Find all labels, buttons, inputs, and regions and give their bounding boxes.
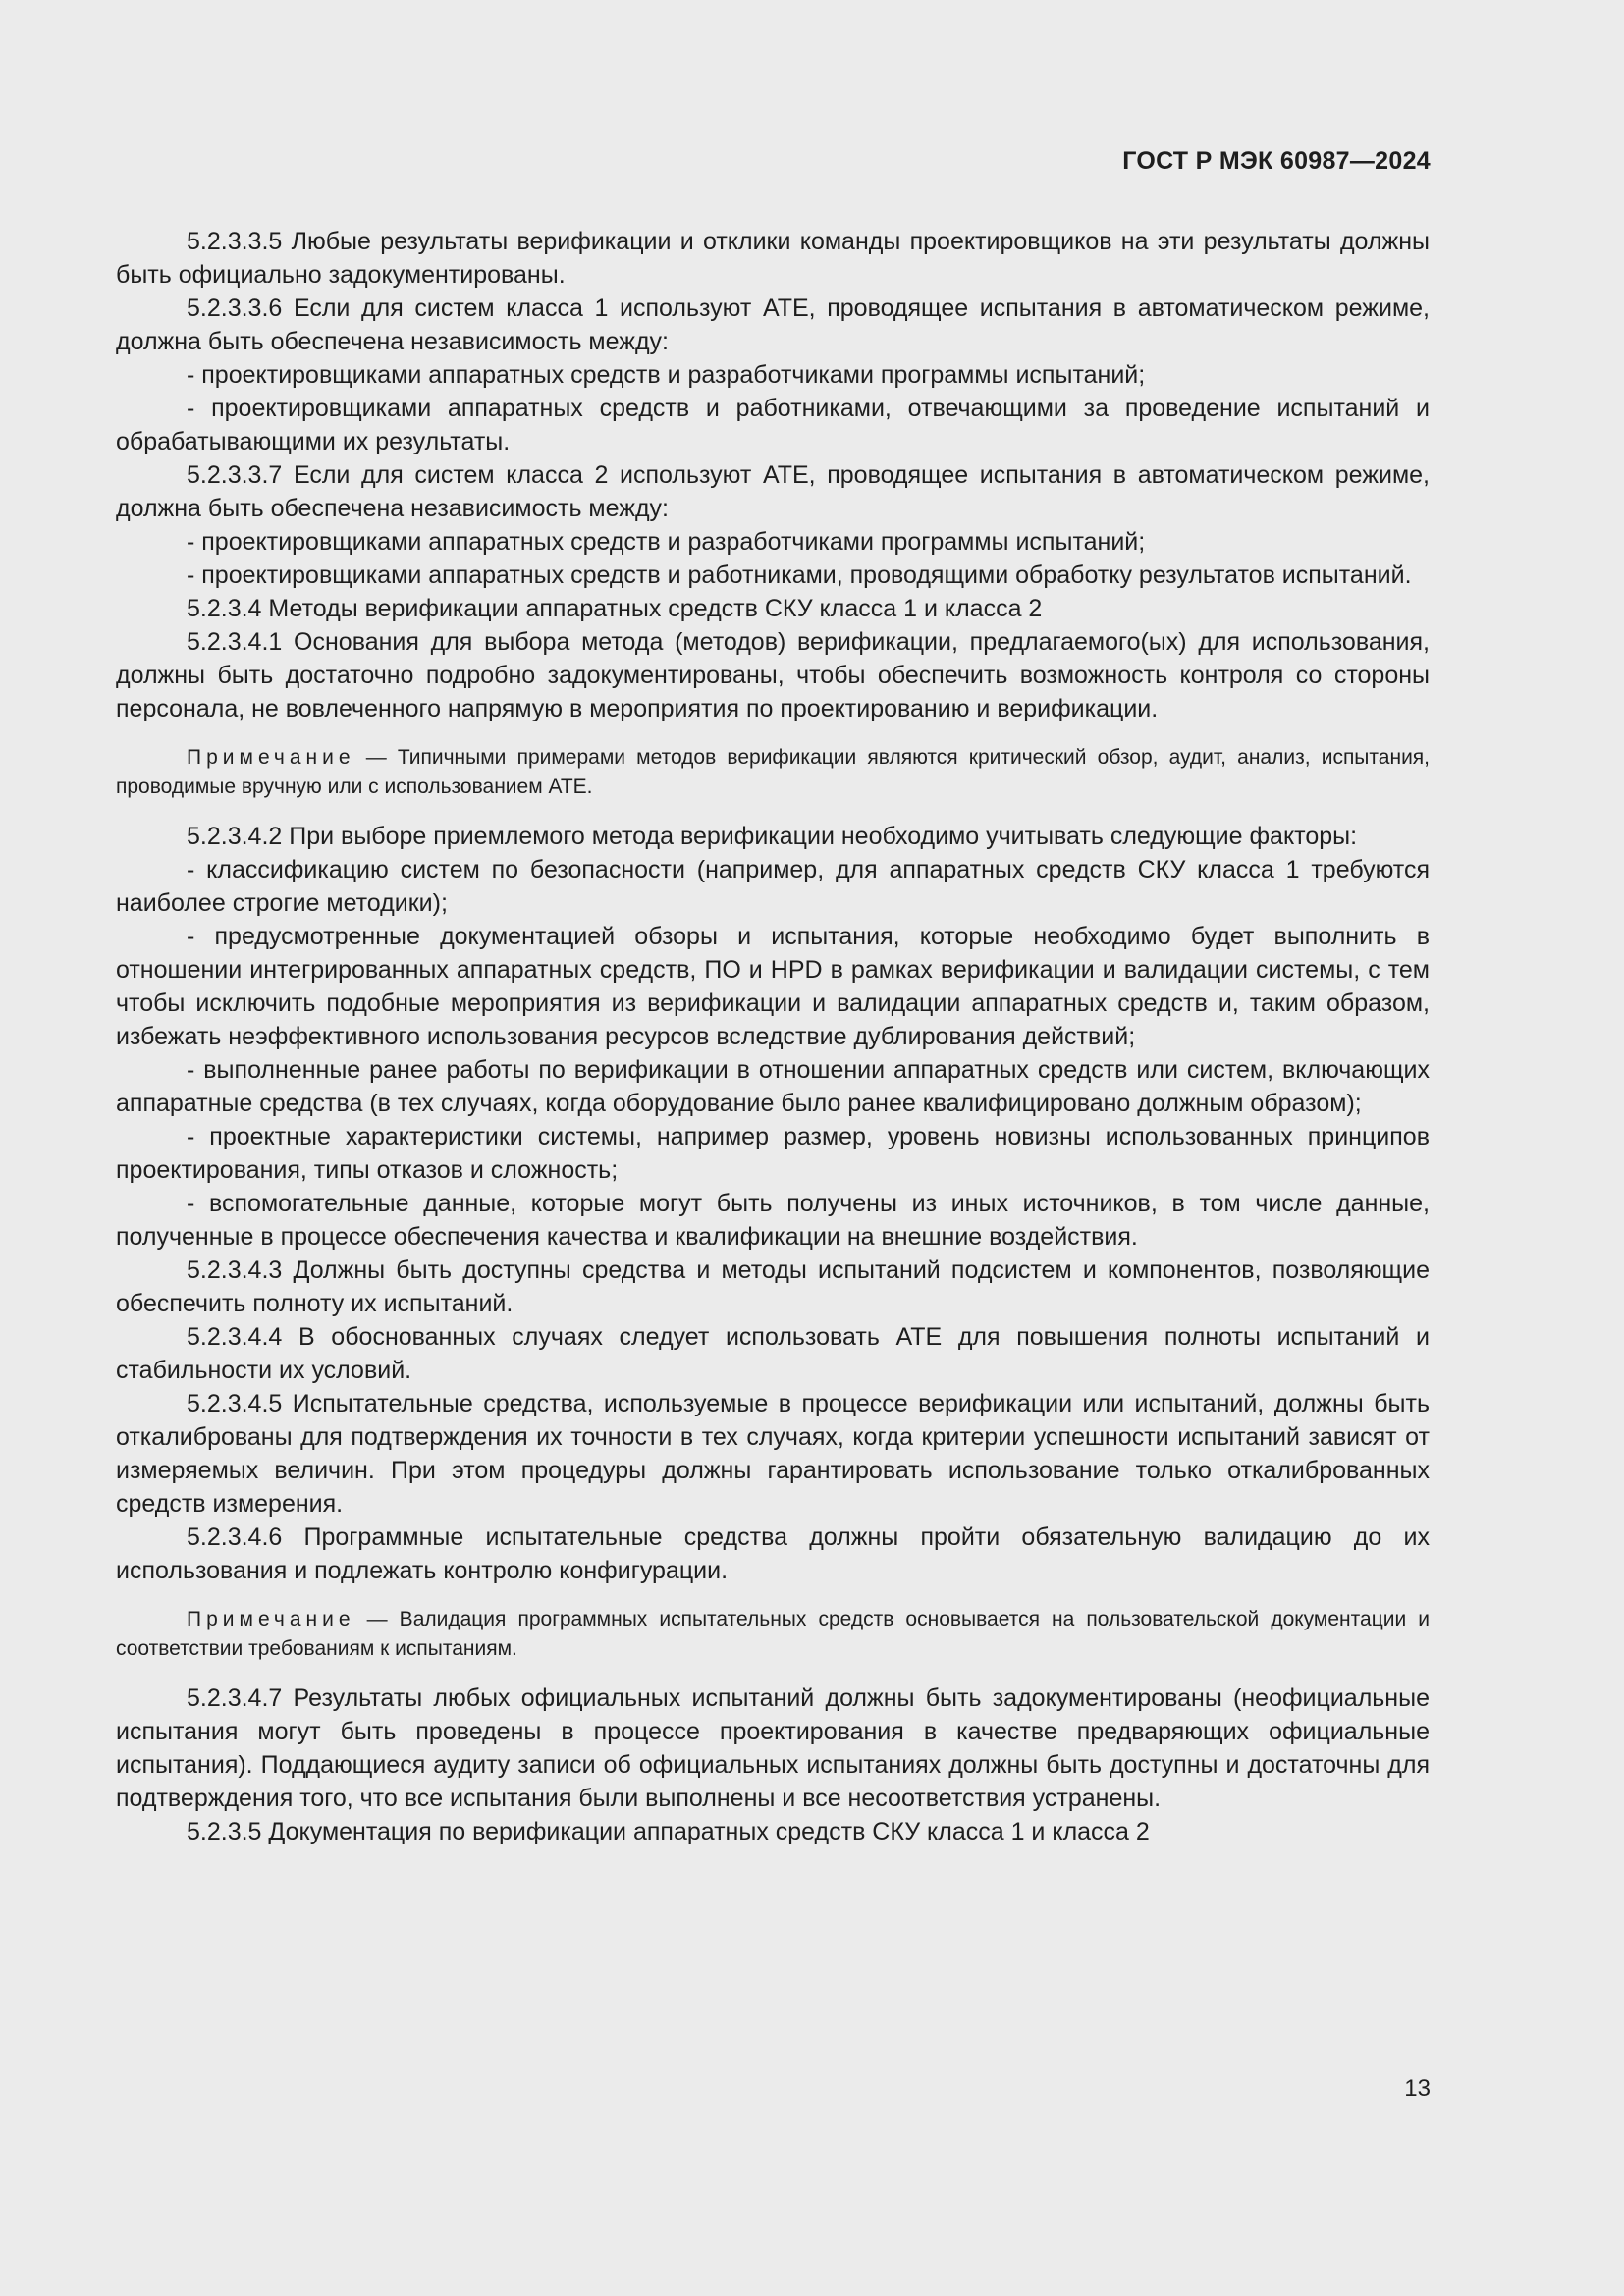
- paragraph: 5.2.3.4.2 При выборе приемлемого метода верификации необходимо учитывать следующие факторы:: [187, 823, 1358, 850]
- list-item: - выполненные ранее работы по верификации в отношении аппаратных средств или систем, включающих аппаратные средства (в тех случаях, когда оборудование было ранее квалифицировано должным образом);: [116, 1056, 1430, 1117]
- document-header: ГОСТ Р МЭК 60987—2024: [1122, 147, 1431, 175]
- paragraph: 5.2.3.4.4 В обоснованных случаях следует использовать АТЕ для повышения полноты испытаний и стабильности их условий.: [116, 1323, 1430, 1384]
- note-label: Примечание: [187, 1608, 355, 1630]
- paragraph: 5.2.3.3.6 Если для систем класса 1 используют АТЕ, проводящее испытания в автоматическом режиме, должна быть обеспечена независимость между:: [116, 294, 1430, 355]
- list-item: - классификацию систем по безопасности (например, для аппаратных средств СКУ класса 1 требуются наиболее строгие методики);: [116, 856, 1430, 917]
- page-number: 13: [1404, 2075, 1431, 2102]
- section-heading: 5.2.3.4 Методы верификации аппаратных средств СКУ класса 1 и класса 2: [187, 595, 1043, 622]
- list-item: - проектировщиками аппаратных средств и разработчиками программы испытаний;: [187, 528, 1146, 556]
- list-item: - проектные характеристики системы, например размер, уровень новизны использованных принципов проектирования, типы отказов и сложность;: [116, 1123, 1430, 1184]
- list-item: - проектировщиками аппаратных средств и работниками, отвечающими за проведение испытаний и обрабатывающими их результаты.: [116, 395, 1430, 455]
- paragraph: 5.2.3.3.5 Любые результаты верификации и отклики команды проектировщиков на эти результаты должны быть официально задокументированы.: [116, 228, 1430, 289]
- document-body: [116, 225, 1430, 1848]
- paragraph: 5.2.3.4.6 Программные испытательные средства должны пройти обязательную валидацию до их использования и подлежать контролю конфигурации.: [116, 1523, 1430, 1584]
- list-item: - вспомогательные данные, которые могут быть получены из иных источников, в том числе данные, полученные в процессе обеспечения качества и квалификации на внешние воздействия.: [116, 1190, 1430, 1251]
- note-label: Примечание: [187, 746, 355, 769]
- paragraph: 5.2.3.4.5 Испытательные средства, используемые в процессе верификации или испытаний, должны быть откалиброваны для подтверждения их точности в тех случаях, когда критерии успешности испытаний зависят от измеряемых величин. При этом процедуры должны гарантировать использование только откалиброванных средств измерения.: [116, 1390, 1430, 1518]
- note: [116, 1605, 1430, 1664]
- list-item: - предусмотренные документацией обзоры и испытания, которые необходимо будет выполнить в отношении интегрированных аппаратных средств, ПО и HPD в рамках верификации и валидации системы, с тем чтобы исключить подобные мероприятия из верификации и валидации аппаратных средств и, таким образом, избежать неэффективного использования ресурсов вследствие дублирования действий;: [116, 923, 1430, 1050]
- list-item: - проектировщиками аппаратных средств и работниками, проводящими обработку результатов испытаний.: [187, 561, 1412, 589]
- section-heading: 5.2.3.5 Документация по верификации аппаратных средств СКУ класса 1 и класса 2: [187, 1818, 1150, 1845]
- list-item: - проектировщиками аппаратных средств и разработчиками программы испытаний;: [187, 361, 1146, 389]
- paragraph: 5.2.3.3.7 Если для систем класса 2 используют АТЕ, проводящее испытания в автоматическом режиме, должна быть обеспечена независимость между:: [116, 461, 1430, 522]
- note: [116, 743, 1430, 802]
- note-text: — Валидация программных испытательных средств основывается на пользовательской документации и соответствии требованиям к испытаниям.: [116, 1608, 1430, 1660]
- paragraph: 5.2.3.4.1 Основания для выбора метода (методов) верификации, предлагаемого(ых) для использования, должны быть достаточно подробно задокументированы, чтобы обеспечить возможность контроля со стороны персонала, не вовлеченного напрямую в мероприятия по проектированию и верификации.: [116, 628, 1430, 722]
- paragraph: 5.2.3.4.3 Должны быть доступны средства и методы испытаний подсистем и компонентов, позволяющие обеспечить полноту их испытаний.: [116, 1256, 1430, 1317]
- paragraph: 5.2.3.4.7 Результаты любых официальных испытаний должны быть задокументированы (неофициальные испытания могут быть проведены в процессе проектирования в качестве предваряющих официальные испытания). Поддающиеся аудиту записи об официальных испытаниях должны быть доступны и достаточны для подтверждения того, что все испытания были выполнены и все несоответствия устранены.: [116, 1684, 1430, 1812]
- note-text: — Типичными примерами методов верификации являются критический обзор, аудит, анализ, испытания, проводимые вручную или с использованием АТЕ.: [116, 746, 1430, 798]
